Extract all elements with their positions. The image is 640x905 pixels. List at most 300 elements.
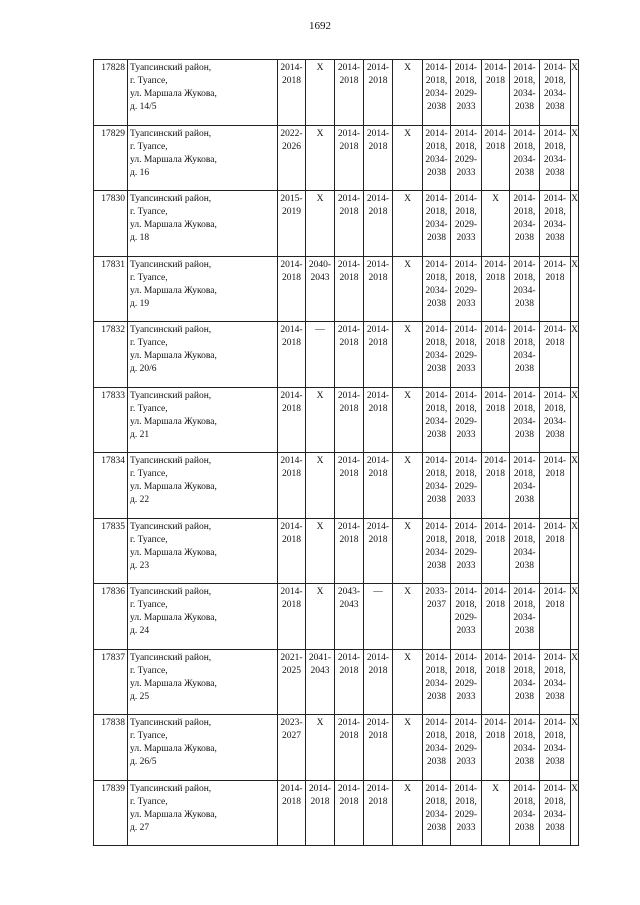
period-line: 2018,: [455, 731, 477, 741]
period-cell: [540, 256, 571, 322]
row-number: 17839: [94, 780, 128, 846]
period-line: 2018: [339, 207, 359, 217]
period-cell: [393, 518, 423, 584]
period-cell: [335, 453, 364, 519]
period-line: 2018: [339, 534, 359, 545]
period-line: 2014-: [454, 63, 478, 73]
period-cell: [451, 191, 482, 257]
period-line: Х: [316, 194, 324, 204]
address-line: Туапсинский район,: [130, 587, 212, 597]
period-line: 2014-: [484, 718, 507, 728]
period-cell: [423, 191, 451, 257]
period-line: Х: [404, 587, 411, 597]
address-line: ул. Маршала Жукова,: [130, 482, 217, 492]
period-cell: [393, 387, 423, 453]
period-line: 2043: [310, 272, 330, 283]
address-line: д. 16: [130, 167, 150, 178]
period-cell: [306, 518, 335, 584]
period-line: 2014-: [337, 259, 361, 270]
period-line: 2034-: [513, 744, 536, 754]
period-line: 2014-: [366, 325, 390, 335]
period-cell: [335, 518, 364, 584]
period-line: 2033: [456, 167, 476, 178]
period-cell: [571, 715, 579, 781]
period-line: Х: [404, 325, 411, 335]
address-line: ул. Маршала Жукова,: [130, 351, 217, 361]
period-cell: [393, 60, 423, 126]
period-cell: [393, 453, 423, 519]
period-line: 2038: [545, 822, 565, 833]
period-cell: [540, 387, 571, 453]
period-line: 2014-: [366, 652, 390, 663]
period-line: 2018,: [425, 534, 448, 545]
period-line: 2038: [545, 757, 565, 767]
period-line: 2038: [515, 429, 534, 440]
table-row: [94, 60, 579, 126]
period-line: Х: [404, 128, 411, 139]
period-cell: [510, 649, 540, 715]
period-line: 2014-: [513, 718, 536, 728]
period-line: 2038: [545, 691, 565, 702]
period-line: Х: [316, 128, 324, 139]
address-line: д. 25: [130, 691, 150, 702]
period-line: 2014-: [484, 652, 507, 663]
period-line: 2033: [456, 691, 476, 702]
period-line: 2014-: [308, 783, 332, 794]
period-line: 2014-: [513, 194, 536, 204]
row-number: 17829: [94, 125, 128, 191]
period-line: 2018,: [513, 207, 536, 217]
table-row: [94, 584, 579, 650]
period-line: 2014-: [454, 718, 478, 728]
address-line: д. 22: [130, 495, 150, 505]
period-cell: [393, 780, 423, 846]
period-line: 2014-: [337, 456, 361, 466]
period-cell: [335, 387, 364, 453]
period-line: 2027: [282, 731, 301, 741]
period-line: 2018,: [513, 731, 536, 741]
period-line: 2014-: [543, 128, 567, 139]
period-cell: [451, 125, 482, 191]
period-line: Х: [571, 390, 578, 401]
period-cell: [364, 60, 393, 126]
period-line: 2018,: [513, 469, 536, 479]
period-cell: [571, 453, 579, 519]
table-row: [94, 780, 579, 846]
period-line: 2038: [427, 233, 446, 243]
period-line: 2033: [456, 757, 476, 767]
period-line: 2018: [339, 731, 359, 741]
address-cell: [128, 780, 278, 846]
period-line: 2038: [427, 364, 446, 374]
period-line: 2014-: [280, 521, 303, 532]
period-line: 2014-: [513, 128, 536, 139]
period-line: 2018: [339, 403, 359, 414]
period-line: 2014-: [484, 259, 507, 270]
period-line: 2033: [456, 560, 476, 571]
address-line: ул. Маршала Жукова,: [130, 416, 217, 427]
period-line: 2033: [456, 822, 476, 833]
period-cell: [451, 453, 482, 519]
period-line: 2029-: [454, 809, 478, 820]
address-cell: [128, 518, 278, 584]
period-line: Х: [571, 325, 578, 335]
period-cell: [393, 584, 423, 650]
address-line: г. Туапсе,: [130, 534, 168, 545]
period-cell: [306, 715, 335, 781]
period-cell: [364, 387, 393, 453]
period-cell: [393, 649, 423, 715]
period-line: 2014-: [366, 718, 390, 728]
period-line: 2034-: [425, 416, 448, 427]
period-line: 2018: [368, 207, 388, 217]
period-line: 2014-: [366, 456, 390, 466]
period-line: 2014-: [454, 587, 478, 597]
period-cell: [306, 256, 335, 322]
period-line: 2038: [545, 167, 565, 178]
period-cell: [364, 584, 393, 650]
period-cell: [278, 256, 306, 322]
period-cell: [540, 649, 571, 715]
period-line: 2034-: [543, 154, 567, 165]
period-cell: [510, 387, 540, 453]
period-line: Х: [571, 63, 578, 73]
address-line: г. Туапсе,: [130, 207, 168, 217]
period-line: Х: [404, 194, 411, 204]
period-line: 2022-: [280, 128, 303, 139]
period-cell: [306, 125, 335, 191]
period-cell: [335, 322, 364, 388]
address-line: ул. Маршала Жукова,: [130, 154, 217, 165]
period-cell: [510, 518, 540, 584]
period-cell: [510, 322, 540, 388]
period-cell: [364, 649, 393, 715]
period-line: 2014-: [425, 259, 448, 270]
period-line: 2014-: [543, 194, 567, 204]
period-line: 2014-: [337, 718, 361, 728]
period-line: 2038: [427, 822, 446, 833]
period-cell: [571, 191, 579, 257]
period-cell: [335, 715, 364, 781]
period-line: 2038: [427, 298, 446, 309]
period-line: 2014-: [513, 521, 536, 532]
period-cell: [335, 584, 364, 650]
period-line: 2018,: [544, 796, 566, 807]
period-cell: [451, 256, 482, 322]
period-cell: [510, 715, 540, 781]
period-line: 2018,: [455, 796, 477, 807]
period-line: 2018,: [544, 403, 566, 414]
period-line: 2033: [456, 298, 476, 309]
address-line: д. 21: [130, 429, 150, 440]
period-line: 2038: [515, 822, 534, 833]
period-cell: [393, 256, 423, 322]
period-line: 2034-: [513, 547, 536, 558]
period-line: 2018: [486, 731, 505, 741]
period-line: 2014-: [280, 783, 303, 794]
period-line: 2014-: [513, 325, 536, 335]
period-line: 2018,: [425, 207, 448, 217]
period-line: 2034-: [425, 89, 448, 99]
table-row: [94, 387, 579, 453]
period-line: 2018: [486, 141, 505, 152]
period-line: 2018,: [513, 338, 536, 348]
period-line: 2014-: [366, 259, 390, 270]
period-cell: [571, 125, 579, 191]
period-line: 2034-: [543, 89, 567, 99]
period-line: 2033: [456, 364, 476, 374]
period-line: 2018: [339, 272, 359, 283]
period-cell: [278, 518, 306, 584]
period-line: 2014-: [337, 652, 361, 663]
period-line: 2029-: [454, 416, 478, 427]
period-cell: [571, 780, 579, 846]
period-line: Х: [316, 390, 324, 401]
period-line: Х: [316, 521, 324, 532]
period-line: 2018: [339, 469, 359, 479]
row-number: 17833: [94, 387, 128, 453]
period-line: 2014-: [425, 521, 448, 532]
period-cell: [423, 584, 451, 650]
address-cell: [128, 715, 278, 781]
period-line: Х: [316, 587, 324, 597]
period-cell: [423, 715, 451, 781]
period-cell: [510, 191, 540, 257]
period-cell: [451, 715, 482, 781]
period-cell: [278, 780, 306, 846]
period-line: Х: [571, 194, 578, 204]
period-cell: [510, 584, 540, 650]
period-line: 2018: [282, 534, 301, 545]
period-line: 2014-: [513, 63, 536, 73]
period-line: 2014-: [484, 456, 507, 466]
period-line: 2033: [456, 102, 476, 112]
address-line: г. Туапсе,: [130, 731, 168, 741]
period-line: 2018: [339, 141, 359, 152]
period-line: 2014-: [454, 325, 478, 335]
period-line: 2014-: [425, 194, 448, 204]
period-line: 2018: [282, 600, 301, 610]
period-line: 2034-: [425, 285, 448, 296]
period-line: 2018,: [513, 600, 536, 610]
address-cell: [128, 125, 278, 191]
period-line: 2014-: [484, 63, 507, 73]
period-line: 2018: [282, 403, 301, 414]
period-line: 2018: [368, 796, 388, 807]
address-line: д. 20/6: [130, 364, 157, 374]
period-cell: [482, 649, 510, 715]
address-line: г. Туапсе,: [130, 272, 168, 283]
period-line: 2043: [339, 600, 359, 610]
period-cell: [278, 715, 306, 781]
period-line: Х: [404, 652, 411, 663]
period-line: 2018,: [455, 207, 477, 217]
period-line: 2018: [545, 272, 565, 283]
period-line: 2034-: [513, 482, 536, 492]
row-number: 17836: [94, 584, 128, 650]
row-number: 17831: [94, 256, 128, 322]
period-line: 2018: [368, 403, 388, 414]
period-cell: [278, 60, 306, 126]
row-number: 17828: [94, 60, 128, 126]
period-line: —: [373, 587, 383, 597]
period-line: 2014-: [280, 325, 303, 335]
period-line: 2034-: [513, 809, 536, 820]
period-line: 2014-: [366, 194, 390, 204]
period-line: 2018: [282, 76, 301, 86]
period-line: 2014-: [543, 63, 567, 73]
address-line: г. Туапсе,: [130, 665, 168, 676]
period-cell: [423, 387, 451, 453]
address-line: ул. Маршала Жукова,: [130, 809, 217, 820]
period-cell: [482, 125, 510, 191]
table-row: [94, 453, 579, 519]
period-line: 2014-: [454, 194, 478, 204]
period-cell: [510, 453, 540, 519]
address-line: г. Туапсе,: [130, 403, 168, 414]
period-line: Х: [316, 456, 324, 466]
period-cell: [451, 322, 482, 388]
address-line: ул. Маршала Жукова,: [130, 547, 217, 558]
period-line: 2034-: [425, 809, 448, 820]
period-cell: [306, 191, 335, 257]
period-cell: [540, 715, 571, 781]
period-cell: [364, 322, 393, 388]
period-cell: [423, 322, 451, 388]
period-line: 2014-: [425, 128, 448, 139]
table-row: [94, 256, 579, 322]
period-cell: [510, 256, 540, 322]
period-line: 2014-: [425, 783, 448, 794]
period-line: 2014-: [337, 128, 361, 139]
period-line: —: [315, 325, 325, 335]
period-line: 2018: [486, 600, 505, 610]
address-line: ул. Маршала Жукова,: [130, 613, 217, 623]
address-line: Туапсинский район,: [130, 63, 212, 73]
period-line: 2029-: [454, 678, 478, 689]
period-cell: [423, 125, 451, 191]
period-line: Х: [404, 63, 411, 73]
period-line: 2034-: [425, 547, 448, 558]
period-line: 2018: [368, 665, 388, 676]
period-line: 2014-: [366, 63, 390, 73]
period-line: 2014-: [484, 325, 507, 335]
period-cell: [540, 60, 571, 126]
period-cell: [540, 322, 571, 388]
period-line: Х: [571, 259, 578, 270]
address-line: Туапсинский район,: [130, 456, 212, 466]
address-line: Туапсинский район,: [130, 652, 212, 663]
period-line: 2038: [515, 495, 534, 505]
period-line: 2014-: [280, 63, 303, 73]
period-line: Х: [571, 128, 578, 139]
period-line: 2014-: [425, 325, 448, 335]
period-line: 2034-: [543, 416, 567, 427]
period-cell: [335, 191, 364, 257]
period-line: 2033: [456, 495, 476, 505]
period-line: 2029-: [454, 154, 478, 165]
period-line: 2038: [427, 560, 446, 571]
period-line: 2014-: [513, 652, 536, 663]
period-line: 2034-: [513, 89, 536, 99]
period-line: 2029-: [454, 220, 478, 230]
row-number: 17835: [94, 518, 128, 584]
period-line: 2018: [368, 731, 388, 741]
period-line: 2018,: [513, 141, 536, 152]
period-line: 2038: [515, 757, 534, 767]
period-cell: [393, 715, 423, 781]
period-line: 2014-: [337, 63, 361, 73]
period-line: 2038: [545, 102, 565, 112]
period-cell: [540, 125, 571, 191]
address-line: д. 18: [130, 233, 150, 243]
period-cell: [335, 256, 364, 322]
period-cell: [540, 584, 571, 650]
period-line: 2018,: [455, 338, 477, 348]
address-line: Туапсинский район,: [130, 783, 212, 794]
period-line: 2018,: [425, 665, 448, 676]
period-line: 2014-: [337, 521, 361, 532]
period-line: 2038: [427, 167, 446, 178]
period-line: 2014-: [543, 783, 567, 794]
period-line: 2018,: [513, 76, 536, 86]
period-cell: [571, 322, 579, 388]
period-line: Х: [571, 652, 578, 663]
period-line: Х: [404, 521, 411, 532]
period-line: 2034-: [513, 220, 536, 230]
address-line: г. Туапсе,: [130, 600, 168, 610]
period-cell: [364, 125, 393, 191]
period-line: 2018: [368, 338, 388, 348]
period-line: 2014-: [513, 587, 536, 597]
address-line: Туапсинский район,: [130, 194, 212, 204]
period-cell: [482, 191, 510, 257]
period-line: Х: [404, 783, 411, 794]
table-row: [94, 518, 579, 584]
period-line: 2034-: [425, 744, 448, 754]
address-line: Туапсинский район,: [130, 718, 212, 728]
period-line: 2018: [368, 534, 388, 545]
period-line: 2014-: [543, 652, 567, 663]
period-cell: [451, 60, 482, 126]
period-line: 2014-: [543, 718, 567, 728]
address-line: г. Туапсе,: [130, 76, 168, 86]
address-cell: [128, 322, 278, 388]
period-cell: [278, 584, 306, 650]
period-line: 2018,: [455, 469, 477, 479]
period-cell: [306, 322, 335, 388]
period-line: 2014-: [337, 325, 361, 335]
period-line: 2043: [310, 665, 330, 676]
period-line: 2034-: [513, 285, 536, 296]
period-cell: [571, 387, 579, 453]
address-line: Туапсинский район,: [130, 521, 212, 532]
period-cell: [482, 715, 510, 781]
period-line: 2038: [545, 429, 565, 440]
period-cell: [482, 584, 510, 650]
period-cell: [278, 649, 306, 715]
address-line: ул. Маршала Жукова,: [130, 89, 217, 99]
period-line: 2014-: [543, 390, 567, 401]
row-number: 17834: [94, 453, 128, 519]
period-line: 2014-: [454, 390, 478, 401]
period-cell: [335, 125, 364, 191]
period-cell: [306, 453, 335, 519]
address-line: ул. Маршала Жукова,: [130, 285, 217, 296]
period-cell: [423, 649, 451, 715]
address-line: г. Туапсе,: [130, 796, 168, 807]
period-line: 2038: [515, 167, 534, 178]
